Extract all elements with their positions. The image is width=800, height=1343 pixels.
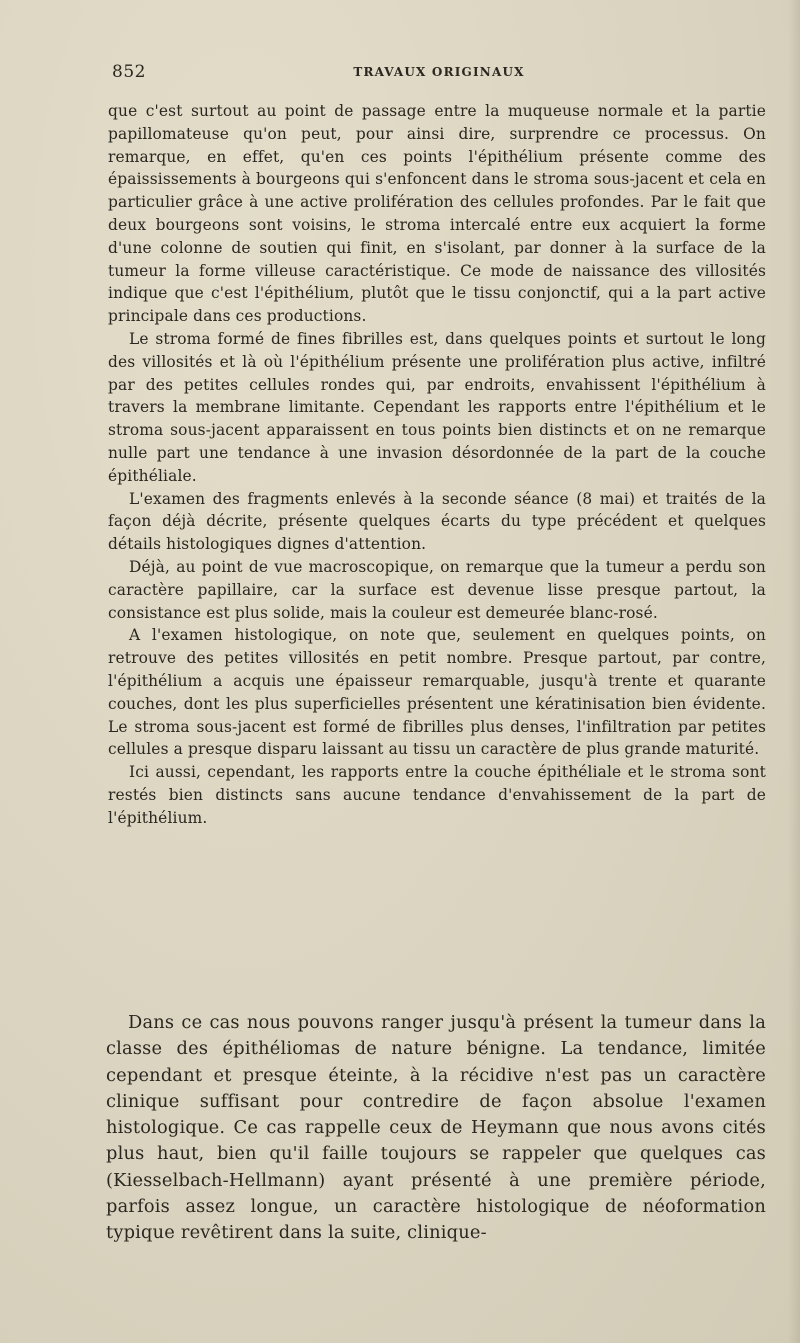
conclusion-text <box>106 1010 766 1247</box>
paragraph-3: L'examen des fragments enlevés à la seconde séance (8 mai) et traités de la façon déjà décrite, présente quelques écarts du type précédent et quelques détails histologiques dignes d'attention. <box>108 489 766 554</box>
paragraph-5: A l'examen histologique, on note que, seulement en quelques points, on retrouve des petites villosités en petit nombre. Presque partout, par contre, l'épithélium a acquis une épaisseur remarquable, jusqu'à trente et quarante couches, dont les plus superficielles présentent une kératinisation bien évidente. Le stroma sous-jacent est formé de fibrilles plus denses, l'infiltration par petites cellules a presque disparu laissant au tissu un caractère de plus grande maturité. <box>108 626 766 759</box>
paragraph-2: Le stroma formé de fines fibrilles est, dans quelques points et surtout le long des villosités et là où l'épithélium présente une prolifération plus active, infiltré par des petites cellules rondes qui, par endroits, envahissent l'épithélium à travers la membrane limitante. Cependant les rapports entre l'épithélium et le stroma sous-jacent apparaissent en tous points bien distincts et on ne remarque nulle part une tendance à une invasion désordonnée de la part de la couche épithéliale. <box>108 329 766 485</box>
conclusion-paragraph: Dans ce cas nous pouvons ranger jusqu'à présent la tumeur dans la classe des épithéliomas de nature bénigne. La tendance, limitée cependant et presque éteinte, à la récidive n'est pas un caractère clinique suffisant pour contredire de façon absolue l'examen histologique. Ce cas rappelle ceux de Heymann que nous avons cités plus haut, bien qu'il faille toujours se rappeler que quelques cas (Kiesselbach-Hellmann) ayant présenté à une première période, parfois assez longue, un caractère histologique de néoformation typique revêtirent dans la suite, clinique- <box>106 1012 766 1244</box>
paragraph-1: que c'est surtout au point de passage entre la muqueuse normale et la partie papillomateuse qu'on peut, pour ainsi dire, surprendre ce processus. On remarque, en effet, qu'en ces points l'épithélium présente comme des épaississements à bourgeons qui s'enfoncent dans le stroma sous-jacent et cela en particulier grâce à une active prolifération des cellules profondes. Par le fait que deux bourgeons sont voisins, le stroma intercalé entre eux acquiert la forme d'une colonne de soutien qui finit, en s'isolant, par donner à la surface de la tumeur la forme villeuse caractéristique. Ce mode de naissance des villosités indique que c'est l'épithélium, plutôt que le tissu conjonctif, qui a la part active principale dans ces productions. <box>108 102 766 326</box>
running-title: TRAVAUX ORIGINAUX <box>353 65 525 79</box>
page-number: 852 <box>112 62 146 82</box>
running-head <box>112 62 766 86</box>
paragraph-6: Ici aussi, cependant, les rapports entre la couche épithéliale et le stroma sont restés bien distincts sans aucune tendance d'envahissement de la part de l'épithélium. <box>108 763 766 827</box>
body-text <box>108 100 766 830</box>
paragraph-4: Déjà, au point de vue macroscopique, on remarque que la tumeur a perdu son caractère papillaire, car la surface est devenue lisse presque partout, la consistance est plus solide, mais la couleur est demeurée blanc-rosé. <box>108 557 766 622</box>
page-edge-shadow <box>788 0 800 1343</box>
